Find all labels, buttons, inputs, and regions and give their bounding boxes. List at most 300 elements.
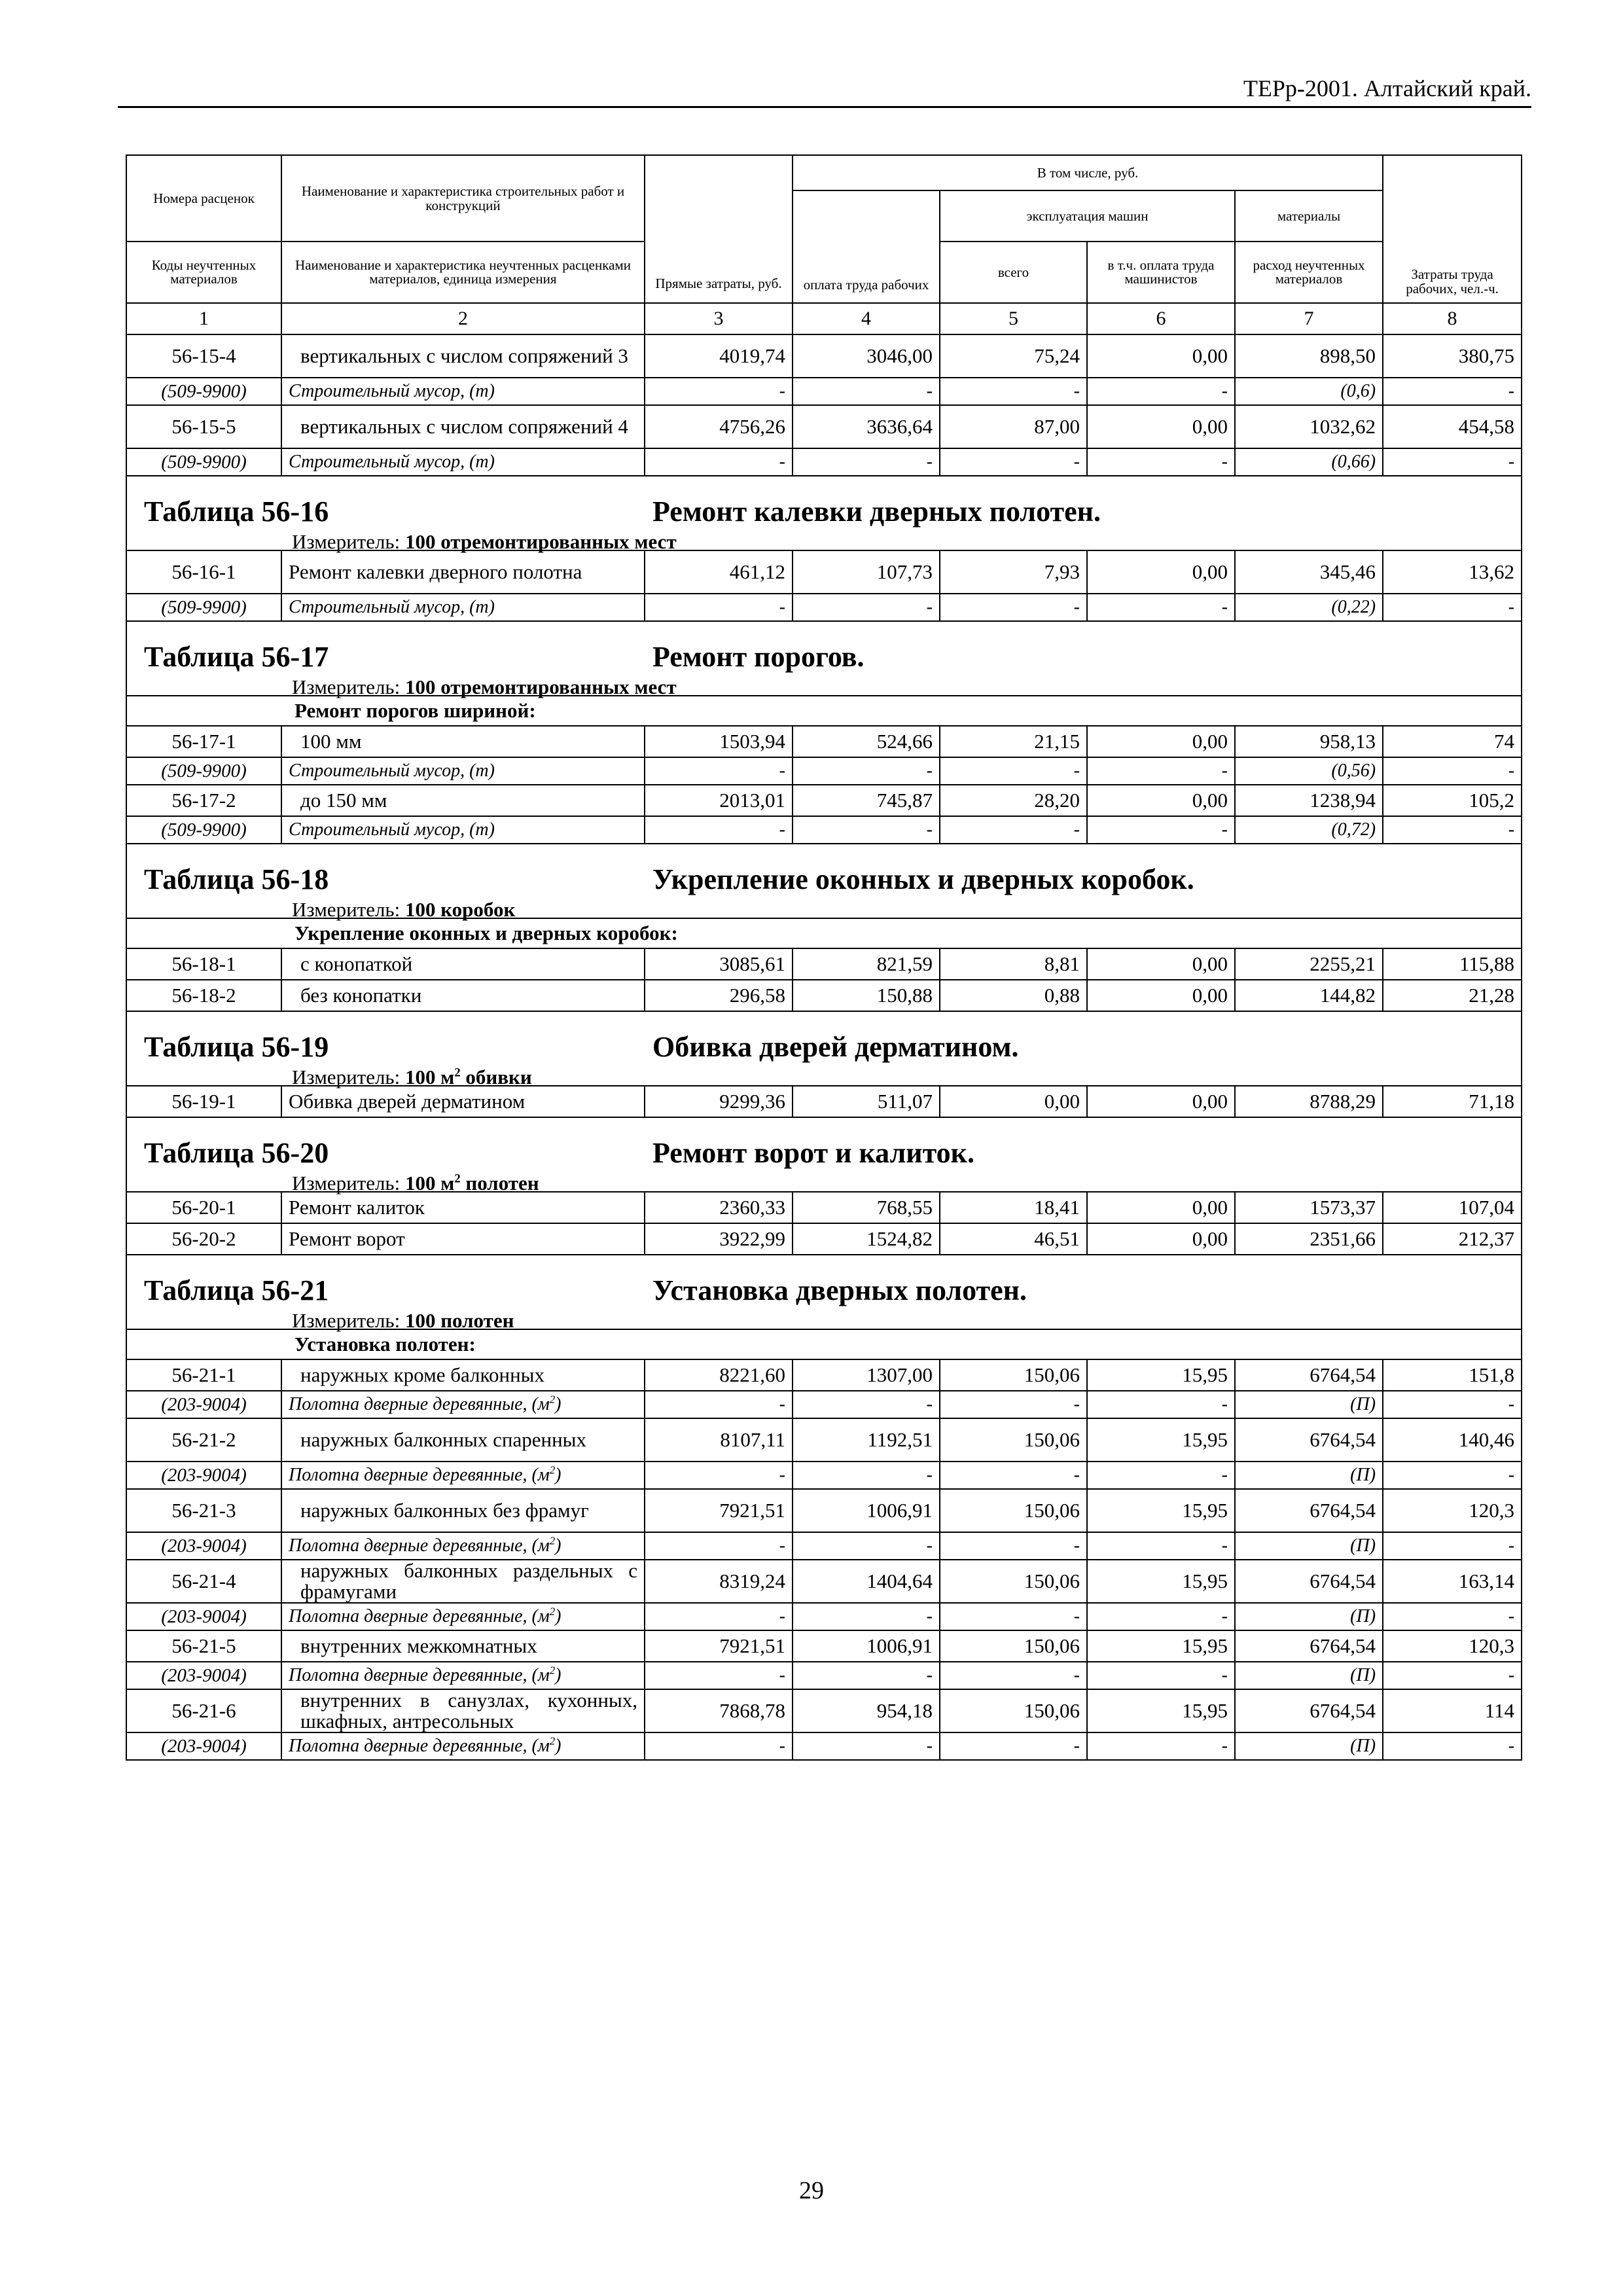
value-cell: 46,51 xyxy=(940,1223,1087,1255)
rate-code: 56-21-6 xyxy=(126,1689,281,1732)
table-title: Обивка дверей дерматином. xyxy=(652,1031,1019,1063)
material-value: (П) xyxy=(1235,1462,1383,1489)
measurer-label: Измеритель: xyxy=(292,1172,401,1194)
table-row xyxy=(126,948,1522,980)
table-row xyxy=(126,1223,1522,1255)
material-unit-exponent: 2 xyxy=(549,1734,556,1748)
col8-header: Затраты труда рабочих, чел.-ч. xyxy=(1383,155,1522,303)
table-row xyxy=(126,1462,1522,1489)
material-value: - xyxy=(1383,378,1522,405)
material-code: (509-9900) xyxy=(126,816,281,844)
material-name-text: Полотна дверные деревянные, (м xyxy=(289,1606,550,1626)
value-cell: 511,07 xyxy=(793,1086,940,1117)
table-row xyxy=(126,1391,1522,1418)
column-number: 2 xyxy=(281,303,645,334)
table-number: Таблица 56-18 xyxy=(144,863,329,895)
measurer-value: 100 отремонтированных мест xyxy=(404,530,677,553)
work-name: с конопаткой xyxy=(281,948,645,980)
measurer-value: 100 полотен xyxy=(404,1309,514,1332)
value-cell: 6764,54 xyxy=(1235,1560,1383,1603)
work-name: 100 мм xyxy=(281,726,645,757)
material-name: Строительный мусор, (т) xyxy=(281,448,645,476)
measurer-label: Измеритель: xyxy=(292,675,401,698)
work-name: без конопатки xyxy=(281,980,645,1011)
material-value: - xyxy=(1383,1462,1522,1489)
value-cell: 15,95 xyxy=(1087,1489,1235,1532)
material-code: (203-9004) xyxy=(126,1532,281,1560)
table-title: Ремонт ворот и калиток. xyxy=(652,1137,974,1169)
measurer-exponent: 2 xyxy=(454,1066,461,1080)
value-cell: 150,06 xyxy=(940,1418,1087,1462)
material-unit-close: ) xyxy=(555,1736,562,1756)
material-value: - xyxy=(1383,1391,1522,1418)
work-name: наружных балконных спаренных xyxy=(281,1418,645,1462)
value-cell: 150,06 xyxy=(940,1560,1087,1603)
table-row xyxy=(126,1086,1522,1117)
table-title-block xyxy=(126,844,1522,921)
material-value: - xyxy=(1087,1532,1235,1560)
value-cell: 345,46 xyxy=(1235,550,1383,594)
value-cell: 380,75 xyxy=(1383,334,1522,378)
value-cell: 0,00 xyxy=(1087,1192,1235,1223)
table-row xyxy=(126,816,1522,844)
work-name: наружных кроме балконных xyxy=(281,1359,645,1391)
value-cell: 15,95 xyxy=(1087,1560,1235,1603)
table-title-block xyxy=(126,476,1522,553)
measurer-label: Измеритель: xyxy=(292,1309,401,1332)
value-cell: 4756,26 xyxy=(645,405,793,448)
table-number: Таблица 56-16 xyxy=(144,495,329,528)
value-cell: 150,06 xyxy=(940,1689,1087,1732)
material-value: - xyxy=(940,594,1087,621)
material-name: Строительный мусор, (т) xyxy=(281,816,645,844)
value-cell: 0,88 xyxy=(940,980,1087,1011)
value-cell: 151,8 xyxy=(1383,1359,1522,1391)
table-row xyxy=(126,757,1522,785)
material-value: - xyxy=(645,1462,793,1489)
rate-code: 56-15-4 xyxy=(126,334,281,378)
material-value: - xyxy=(793,757,940,785)
material-value: - xyxy=(1383,757,1522,785)
material-code: (203-9004) xyxy=(126,1732,281,1760)
value-cell: 144,82 xyxy=(1235,980,1383,1011)
material-unit-close: ) xyxy=(555,1665,562,1685)
material-value: - xyxy=(1383,448,1522,476)
table-title-row xyxy=(126,844,1522,918)
value-cell: 745,87 xyxy=(793,785,940,816)
material-value: - xyxy=(1087,594,1235,621)
material-name: Строительный мусор, (т) xyxy=(281,757,645,785)
value-cell: 2013,01 xyxy=(645,785,793,816)
value-cell: 6764,54 xyxy=(1235,1489,1383,1532)
material-value: - xyxy=(1087,1662,1235,1689)
material-value: (0,56) xyxy=(1235,757,1383,785)
material-code: (509-9900) xyxy=(126,448,281,476)
value-cell: 9299,36 xyxy=(645,1086,793,1117)
value-cell: 1307,00 xyxy=(793,1359,940,1391)
table-number: Таблица 56-20 xyxy=(144,1137,329,1169)
col2-bottom-header: Наименование и характеристика неучтенных расценками материалов, единица измерения xyxy=(281,242,645,303)
table-row xyxy=(126,448,1522,476)
material-name xyxy=(281,1462,645,1489)
value-cell: 821,59 xyxy=(793,948,940,980)
table-title-row xyxy=(126,1255,1522,1329)
col4-header: оплата труда рабочих xyxy=(793,190,940,303)
measurer xyxy=(292,675,677,699)
col7-header: расход неучтенных материалов xyxy=(1235,242,1383,303)
group-heading: Ремонт порогов шириной: xyxy=(126,696,1522,726)
value-cell: 7868,78 xyxy=(645,1689,793,1732)
table-row xyxy=(126,1689,1522,1732)
material-unit-close: ) xyxy=(555,1465,562,1485)
materials-header: материалы xyxy=(1235,190,1383,242)
material-value: - xyxy=(793,1662,940,1689)
value-cell: 107,04 xyxy=(1383,1192,1522,1223)
value-cell: 120,3 xyxy=(1383,1630,1522,1662)
material-value: (П) xyxy=(1235,1662,1383,1689)
table-row xyxy=(126,1732,1522,1760)
table-title-block xyxy=(126,621,1522,696)
value-cell: 75,24 xyxy=(940,334,1087,378)
rate-code: 56-21-4 xyxy=(126,1560,281,1603)
material-value: - xyxy=(645,1603,793,1630)
value-cell: 1503,94 xyxy=(645,726,793,757)
value-cell: 1006,91 xyxy=(793,1630,940,1662)
material-code: (203-9004) xyxy=(126,1603,281,1630)
table-row xyxy=(126,696,1522,726)
value-cell: 0,00 xyxy=(1087,550,1235,594)
column-numbers-row xyxy=(126,303,1522,334)
table-title: Установка дверных полотен. xyxy=(652,1274,1027,1306)
material-value: - xyxy=(1087,1732,1235,1760)
column-number: 6 xyxy=(1087,303,1235,334)
value-cell: 6764,54 xyxy=(1235,1630,1383,1662)
material-value: - xyxy=(645,1532,793,1560)
material-name-text: Полотна дверные деревянные, (м xyxy=(289,1465,550,1485)
measurer-value-text: 100 м xyxy=(404,1066,455,1088)
value-cell: 8,81 xyxy=(940,948,1087,980)
material-value: - xyxy=(1383,594,1522,621)
table-row xyxy=(126,594,1522,621)
measurer-exponent: 2 xyxy=(454,1172,461,1186)
material-value: (П) xyxy=(1235,1532,1383,1560)
value-cell: 1032,62 xyxy=(1235,405,1383,448)
col3-header: Прямые затраты, руб. xyxy=(645,155,793,303)
material-value: - xyxy=(940,1532,1087,1560)
group-heading: Укрепление оконных и дверных коробок: xyxy=(126,918,1522,948)
material-code: (509-9900) xyxy=(126,594,281,621)
material-value: - xyxy=(1087,378,1235,405)
work-name: вертикальных с числом сопряжений 3 xyxy=(281,334,645,378)
value-cell: 21,15 xyxy=(940,726,1087,757)
table-title: Ремонт порогов. xyxy=(652,641,865,673)
value-cell: 0,00 xyxy=(1087,980,1235,1011)
rate-code: 56-21-1 xyxy=(126,1359,281,1391)
value-cell: 0,00 xyxy=(1087,334,1235,378)
material-value: - xyxy=(940,1603,1087,1630)
column-number: 3 xyxy=(645,303,793,334)
value-cell: 0,00 xyxy=(1087,785,1235,816)
value-cell: 0,00 xyxy=(940,1086,1087,1117)
material-value: (0,6) xyxy=(1235,378,1383,405)
table-title: Укрепление оконных и дверных коробок. xyxy=(652,863,1194,895)
work-name: Ремонт калиток xyxy=(281,1192,645,1223)
material-value: - xyxy=(940,1391,1087,1418)
material-value: - xyxy=(940,1462,1087,1489)
material-value: - xyxy=(793,594,940,621)
work-name: Ремонт калевки дверного полотна xyxy=(281,550,645,594)
value-cell: 461,12 xyxy=(645,550,793,594)
table-row xyxy=(126,1630,1522,1662)
value-cell: 120,3 xyxy=(1383,1489,1522,1532)
value-cell: 150,06 xyxy=(940,1489,1087,1532)
value-cell: 150,88 xyxy=(793,980,940,1011)
work-name: до 150 мм xyxy=(281,785,645,816)
table-row xyxy=(126,405,1522,448)
material-value: - xyxy=(645,757,793,785)
value-cell: 71,18 xyxy=(1383,1086,1522,1117)
material-unit-close: ) xyxy=(555,1606,562,1626)
material-value: (0,22) xyxy=(1235,594,1383,621)
material-name-text: Полотна дверные деревянные, (м xyxy=(289,1665,550,1685)
table-title-block xyxy=(126,1117,1522,1192)
table-number: Таблица 56-21 xyxy=(144,1274,329,1306)
measurer-value xyxy=(405,1172,539,1194)
value-cell: 6764,54 xyxy=(1235,1359,1383,1391)
value-cell: 3922,99 xyxy=(645,1223,793,1255)
material-value: - xyxy=(1087,1603,1235,1630)
material-unit-exponent: 2 xyxy=(549,1605,556,1618)
measurer-label: Измеритель: xyxy=(292,530,401,553)
material-value: - xyxy=(1383,1603,1522,1630)
table-title-row xyxy=(126,621,1522,696)
rate-code: 56-18-1 xyxy=(126,948,281,980)
measurer-value: 100 отремонтированных мест xyxy=(404,675,677,698)
material-value: - xyxy=(940,378,1087,405)
col1-bottom-header: Коды неучтенных материалов xyxy=(126,242,281,303)
value-cell: 105,2 xyxy=(1383,785,1522,816)
value-cell: 163,14 xyxy=(1383,1560,1522,1603)
value-cell: 74 xyxy=(1383,726,1522,757)
value-cell: 140,46 xyxy=(1383,1418,1522,1462)
value-cell: 150,06 xyxy=(940,1359,1087,1391)
measurer-label: Измеритель: xyxy=(292,1066,401,1088)
material-name-text: Полотна дверные деревянные, (м xyxy=(289,1535,550,1556)
work-name: вертикальных с числом сопряжений 4 xyxy=(281,405,645,448)
value-cell: 21,28 xyxy=(1383,980,1522,1011)
value-cell: 8788,29 xyxy=(1235,1086,1383,1117)
table-row xyxy=(126,980,1522,1011)
material-value: (П) xyxy=(1235,1603,1383,1630)
value-cell: 524,66 xyxy=(793,726,940,757)
value-cell: 150,06 xyxy=(940,1630,1087,1662)
work-name: наружных балконных без фрамуг xyxy=(281,1489,645,1532)
col1-top-header: Номера расценок xyxy=(126,155,281,242)
page-header: ТЕРр-2001. Алтайский край. xyxy=(118,73,1531,108)
value-cell: 2351,66 xyxy=(1235,1223,1383,1255)
value-cell: 114 xyxy=(1383,1689,1522,1732)
column-number: 8 xyxy=(1383,303,1522,334)
material-value: - xyxy=(1383,1532,1522,1560)
rate-code: 56-17-2 xyxy=(126,785,281,816)
measurer xyxy=(292,1172,539,1195)
table-row xyxy=(126,1532,1522,1560)
value-cell: 0,00 xyxy=(1087,1086,1235,1117)
value-cell: 6764,54 xyxy=(1235,1689,1383,1732)
value-cell: 296,58 xyxy=(645,980,793,1011)
material-value: - xyxy=(645,1662,793,1689)
table-row xyxy=(126,1603,1522,1630)
material-value: - xyxy=(1087,1462,1235,1489)
value-cell: 8221,60 xyxy=(645,1359,793,1391)
material-value: - xyxy=(793,816,940,844)
value-cell: 0,00 xyxy=(1087,405,1235,448)
value-cell: 1238,94 xyxy=(1235,785,1383,816)
table-title-block xyxy=(126,1011,1522,1086)
value-cell: 768,55 xyxy=(793,1192,940,1223)
value-cell: 1524,82 xyxy=(793,1223,940,1255)
rate-code: 56-17-1 xyxy=(126,726,281,757)
rate-code: 56-16-1 xyxy=(126,550,281,594)
work-name: наружных балконных раздельных с фрамугами xyxy=(281,1560,645,1603)
table-row xyxy=(126,334,1522,378)
material-value: - xyxy=(645,594,793,621)
rate-code: 56-20-2 xyxy=(126,1223,281,1255)
table-row xyxy=(126,1329,1522,1359)
value-cell: 6764,54 xyxy=(1235,1418,1383,1462)
material-unit-exponent: 2 xyxy=(549,1463,556,1477)
value-cell: 1006,91 xyxy=(793,1489,940,1532)
table-row xyxy=(126,1359,1522,1391)
value-cell: 8319,24 xyxy=(645,1560,793,1603)
value-cell: 2360,33 xyxy=(645,1192,793,1223)
material-value: (0,72) xyxy=(1235,816,1383,844)
material-value: - xyxy=(1383,1732,1522,1760)
value-cell: 898,50 xyxy=(1235,334,1383,378)
material-name xyxy=(281,1391,645,1418)
measurer xyxy=(292,530,677,554)
material-code: (509-9900) xyxy=(126,757,281,785)
material-value: - xyxy=(1087,448,1235,476)
table-row xyxy=(126,550,1522,594)
value-cell: 1192,51 xyxy=(793,1418,940,1462)
value-cell: 18,41 xyxy=(940,1192,1087,1223)
material-name xyxy=(281,1532,645,1560)
measurer-label: Измеритель: xyxy=(292,898,401,921)
table-row xyxy=(126,1489,1522,1532)
value-cell: 15,95 xyxy=(1087,1630,1235,1662)
measurer-value-text: 100 м xyxy=(404,1172,455,1194)
table-row xyxy=(126,785,1522,816)
material-name xyxy=(281,1732,645,1760)
table-title-row xyxy=(126,1011,1522,1086)
rate-code: 56-21-2 xyxy=(126,1418,281,1462)
table-title-row xyxy=(126,1117,1522,1192)
value-cell: 7921,51 xyxy=(645,1489,793,1532)
value-cell: 212,37 xyxy=(1383,1223,1522,1255)
material-value: - xyxy=(940,1732,1087,1760)
table-title-block xyxy=(126,1255,1522,1332)
column-number: 5 xyxy=(940,303,1087,334)
value-cell: 1573,37 xyxy=(1235,1192,1383,1223)
table-row xyxy=(126,1662,1522,1689)
value-cell: 107,73 xyxy=(793,550,940,594)
table-title-row xyxy=(126,476,1522,550)
material-unit-close: ) xyxy=(555,1535,562,1556)
material-value: (П) xyxy=(1235,1391,1383,1418)
material-code: (509-9900) xyxy=(126,378,281,405)
table-row xyxy=(126,1418,1522,1462)
material-value: - xyxy=(793,1391,940,1418)
material-value: - xyxy=(1087,816,1235,844)
table-number: Таблица 56-19 xyxy=(144,1031,329,1063)
value-cell: 115,88 xyxy=(1383,948,1522,980)
material-value: - xyxy=(1383,1662,1522,1689)
material-code: (203-9004) xyxy=(126,1662,281,1689)
measurer-value-suffix: обивки xyxy=(460,1066,532,1088)
table-row xyxy=(126,1560,1522,1603)
measurer-value: 100 коробок xyxy=(404,898,516,921)
material-value: (0,66) xyxy=(1235,448,1383,476)
value-cell: 15,95 xyxy=(1087,1418,1235,1462)
work-name: Обивка дверей дерматином xyxy=(281,1086,645,1117)
rate-code: 56-20-1 xyxy=(126,1192,281,1223)
value-cell: 958,13 xyxy=(1235,726,1383,757)
material-value: - xyxy=(793,1732,940,1760)
material-value: - xyxy=(940,757,1087,785)
value-cell: 87,00 xyxy=(940,405,1087,448)
column-number: 1 xyxy=(126,303,281,334)
table-row xyxy=(126,726,1522,757)
material-name-text: Полотна дверные деревянные, (м xyxy=(289,1394,550,1414)
work-name: внутренних межкомнатных xyxy=(281,1630,645,1662)
work-name: внутренних в санузлах, кухонных, шкафных, антресольных xyxy=(281,1689,645,1732)
value-cell: 13,62 xyxy=(1383,550,1522,594)
value-cell: 3085,61 xyxy=(645,948,793,980)
table-row xyxy=(126,918,1522,948)
material-value: - xyxy=(940,816,1087,844)
value-cell: 454,58 xyxy=(1383,405,1522,448)
value-cell: 0,00 xyxy=(1087,948,1235,980)
price-table xyxy=(126,154,1522,1761)
rate-code: 56-18-2 xyxy=(126,980,281,1011)
rate-code: 56-21-3 xyxy=(126,1489,281,1532)
value-cell: 4019,74 xyxy=(645,334,793,378)
material-value: (П) xyxy=(1235,1732,1383,1760)
material-value: - xyxy=(793,1603,940,1630)
col2-top-header: Наименование и характеристика строительных работ и конструкций xyxy=(281,155,645,242)
material-value: - xyxy=(645,816,793,844)
material-name xyxy=(281,1662,645,1689)
col6-header: в т.ч. оплата труда машинистов xyxy=(1087,242,1235,303)
group-heading: Установка полотен: xyxy=(126,1329,1522,1359)
value-cell: 15,95 xyxy=(1087,1689,1235,1732)
value-cell: 3636,64 xyxy=(793,405,940,448)
value-cell: 3046,00 xyxy=(793,334,940,378)
column-number: 4 xyxy=(793,303,940,334)
material-unit-exponent: 2 xyxy=(549,1393,556,1406)
column-number: 7 xyxy=(1235,303,1383,334)
material-unit-close: ) xyxy=(555,1394,562,1414)
value-cell: 15,95 xyxy=(1087,1359,1235,1391)
value-cell: 7921,51 xyxy=(645,1630,793,1662)
measurer-value-suffix: полотен xyxy=(460,1172,539,1194)
incl-header: В том числе, руб. xyxy=(793,155,1383,190)
value-cell: 0,00 xyxy=(1087,1223,1235,1255)
table-title: Ремонт калевки дверных полотен. xyxy=(652,495,1101,528)
material-value: - xyxy=(1087,1391,1235,1418)
material-value: - xyxy=(793,378,940,405)
